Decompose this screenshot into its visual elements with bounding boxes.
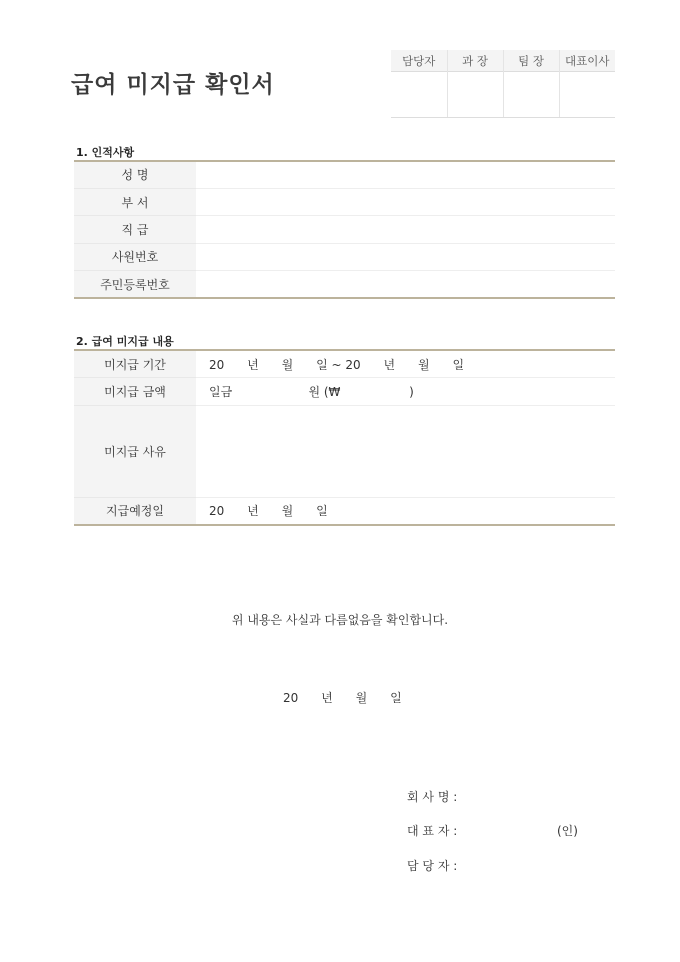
employee-number-label: 사원번호 xyxy=(74,243,196,270)
name-label: 성 명 xyxy=(74,161,196,188)
scheduled-payment-date-label: 지급예정일 xyxy=(74,497,196,525)
approval-header-ceo: 대표이사 xyxy=(559,50,615,72)
unpaid-amount-field[interactable]: 일금 원 (₩ ) xyxy=(196,378,615,406)
resident-number-field[interactable] xyxy=(196,271,615,298)
approval-sign-manager[interactable] xyxy=(391,72,447,118)
table-row xyxy=(74,378,615,406)
unpaid-reason-field[interactable] xyxy=(196,405,615,497)
company-name-label: 회 사 명 : xyxy=(407,790,458,804)
department-label: 부 서 xyxy=(74,188,196,215)
manager-label: 담 당 자 : xyxy=(407,859,458,873)
seal-mark: (인) xyxy=(557,824,578,838)
table-row xyxy=(74,243,615,270)
unpaid-amount-label: 미지급 금액 xyxy=(74,378,196,406)
table-row xyxy=(74,350,615,378)
approval-header-team-leader: 팀 장 xyxy=(503,50,559,72)
section1-title: 1. 인적사항 xyxy=(76,146,135,159)
unpaid-details-table xyxy=(74,349,615,526)
document-title: 급여 미지급 확인서 xyxy=(71,72,275,98)
department-field[interactable] xyxy=(196,188,615,215)
personal-info-table xyxy=(74,160,615,299)
scheduled-payment-date-field[interactable]: 20 년 월 일 xyxy=(209,504,328,518)
confirmation-statement: 위 내용은 사실과 다름없음을 확인합니다. xyxy=(231,613,449,627)
section2-title: 2. 급여 미지급 내용 xyxy=(76,335,174,348)
document-date[interactable]: 20 년 월 일 xyxy=(283,691,402,705)
unpaid-reason-label: 미지급 사유 xyxy=(74,405,196,497)
table-row xyxy=(74,188,615,215)
table-row xyxy=(74,216,615,243)
employee-number-field[interactable] xyxy=(196,243,615,270)
position-label: 직 급 xyxy=(74,216,196,243)
table-row xyxy=(74,497,615,525)
unpaid-period-field[interactable]: 20 년 월 일 ~ 20 년 월 일 xyxy=(196,350,615,378)
table-row xyxy=(74,405,615,497)
approval-sign-ceo[interactable] xyxy=(559,72,615,118)
name-field[interactable] xyxy=(196,161,615,188)
position-field[interactable] xyxy=(196,216,615,243)
table-row xyxy=(74,161,615,188)
unpaid-period-label: 미지급 기간 xyxy=(74,350,196,378)
ceo-label: 대 표 자 : xyxy=(407,824,458,838)
approval-header-manager: 담당자 xyxy=(391,50,447,72)
approval-sign-team-leader[interactable] xyxy=(503,72,559,118)
table-row xyxy=(74,271,615,298)
approval-sign-section-chief[interactable] xyxy=(447,72,503,118)
approval-stamp-table xyxy=(391,50,615,118)
approval-header-section-chief: 과 장 xyxy=(447,50,503,72)
resident-number-label: 주민등록번호 xyxy=(74,271,196,298)
